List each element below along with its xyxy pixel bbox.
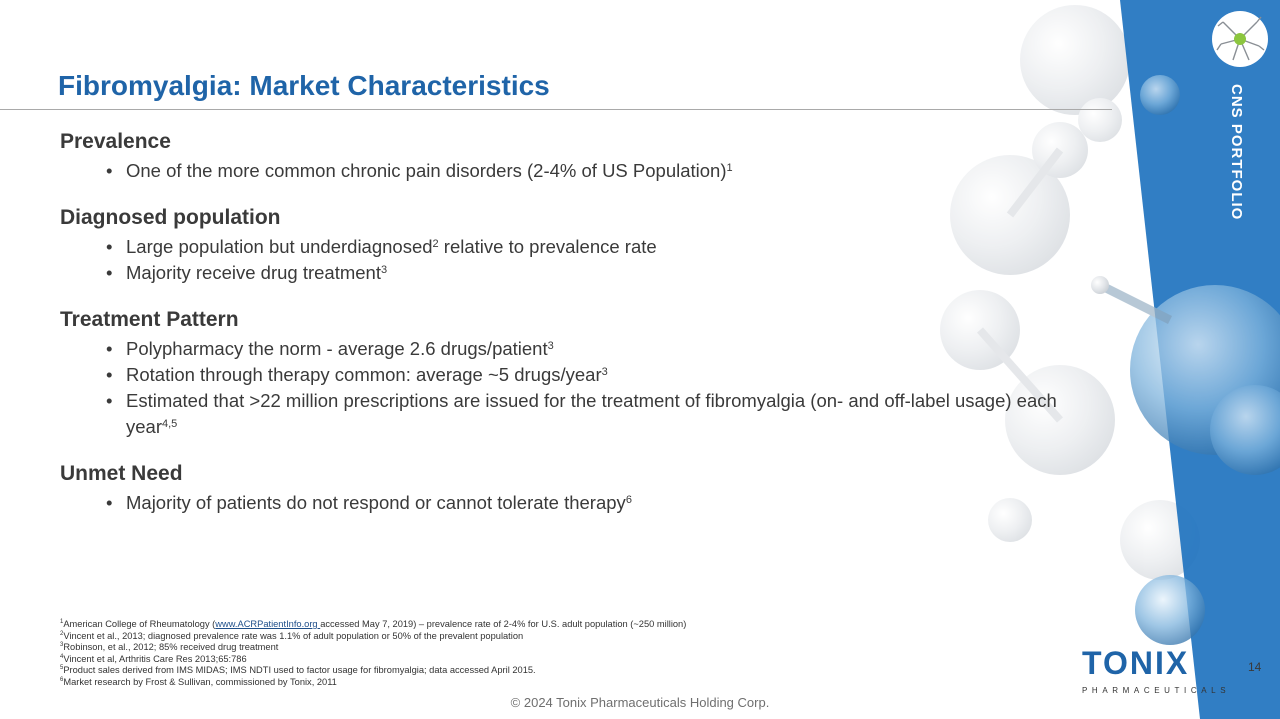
bullet-item: • One of the more common chronic pain disorders (2-4% of US Population)$^1$ bbox=[106, 160, 733, 181]
bullet-item: • Majority of patients do not respond or cannot tolerate therapy$^6$ bbox=[106, 492, 632, 513]
reference-sup: 1 bbox=[726, 162, 733, 174]
section-heading: Diagnosed population bbox=[60, 206, 281, 229]
reference-sup: 3 bbox=[547, 340, 554, 352]
footnotes bbox=[60, 619, 686, 689]
footnote bbox=[60, 677, 686, 689]
footnote bbox=[60, 619, 686, 631]
neuron-icon bbox=[1211, 10, 1269, 68]
footnote-link[interactable]: www.ACRPatientInfo.org bbox=[215, 619, 321, 629]
reference-sup: 3 bbox=[601, 366, 608, 378]
slide-content bbox=[60, 130, 1100, 538]
footnote-text: accessed May 7, 2019) – prevalence rate of 2-4% for U.S. adult population (~250 million) bbox=[320, 619, 687, 629]
footnote-number: 6 bbox=[60, 676, 64, 683]
reference-sup: 6 bbox=[625, 494, 632, 506]
reference-sup: 2 bbox=[432, 238, 439, 250]
bullet-text: One of the more common chronic pain disorders (2-4% of US Population) bbox=[126, 160, 727, 181]
title-divider bbox=[0, 109, 1112, 110]
bullet-text: Rotation through therapy common: average ~5 drugs/year bbox=[126, 364, 602, 385]
section-heading: Treatment Pattern bbox=[60, 308, 239, 331]
section-heading: Unmet Need bbox=[60, 462, 183, 485]
section-prevalence bbox=[60, 130, 1100, 184]
footnote-text: American College of Rheumatology ( bbox=[63, 619, 216, 629]
copyright: © 2024 Tonix Pharmaceuticals Holding Corp. bbox=[510, 695, 770, 710]
footnote-text: Product sales derived from IMS MIDAS; IMS NDTI used to factor usage for fibromyalgia; data accessed April 2015. bbox=[63, 665, 536, 676]
section-unmet-need bbox=[60, 462, 1100, 516]
footnote-text: Vincent et al., 2013; diagnosed prevalence rate was 1.1% of adult population or 50% of the prevalent population bbox=[63, 630, 524, 641]
bullet-text: Large population but underdiagnosed bbox=[126, 236, 433, 257]
footnote-text: Robinson, et al., 2012; 85% received drug treatment bbox=[63, 642, 279, 653]
bullet-text: Estimated that >22 million prescriptions are issued for the treatment of fibromyalgia (on- and off-label usage) each year bbox=[126, 390, 1057, 437]
tonix-logo bbox=[1082, 645, 1231, 696]
bullet-text: Polypharmacy the norm - average 2.6 drugs/patient bbox=[126, 338, 548, 359]
bullet-item: • Polypharmacy the norm - average 2.6 drugs/patient$^3$ bbox=[106, 338, 554, 359]
bullet-text: Majority of patients do not respond or cannot tolerate therapy bbox=[126, 492, 626, 513]
bullet-text: Majority receive drug treatment bbox=[126, 262, 381, 283]
section-heading: Prevalence bbox=[60, 130, 171, 153]
footnote-number: 2 bbox=[60, 630, 64, 637]
footnote bbox=[60, 665, 686, 677]
footnote bbox=[60, 642, 686, 654]
footnote-number: 3 bbox=[60, 642, 64, 649]
footnote-text: Vincent et al, Arthritis Care Res 2013;65:786 bbox=[63, 653, 247, 664]
footnote-number: 5 bbox=[60, 665, 64, 672]
reference-sup: 3 bbox=[381, 264, 388, 276]
bullet-item: • Large population but underdiagnosed$^2$ relative to prevalence rate bbox=[106, 236, 657, 257]
footnote bbox=[60, 654, 686, 666]
section-diagnosed-population bbox=[60, 206, 1100, 286]
bullet-item: • Estimated that >22 million prescriptions are issued for the treatment of fibromyalgia (on- and off-label usage) each year$^{4,5}$ bbox=[106, 390, 1057, 437]
bullet-item: • Majority receive drug treatment$^3$ bbox=[106, 262, 388, 283]
section-treatment-pattern bbox=[60, 308, 1100, 440]
footnote bbox=[60, 631, 686, 643]
logo-wordmark: TONIX bbox=[1082, 645, 1190, 681]
footnote-number: 4 bbox=[60, 653, 64, 660]
logo-tagline: PHARMACEUTICALS bbox=[1082, 686, 1231, 695]
slide-title: Fibromyalgia: Market Characteristics bbox=[58, 70, 550, 101]
side-label bbox=[1228, 84, 1252, 264]
footnote-text: Market research by Frost & Sullivan, commissioned by Tonix, 2011 bbox=[63, 676, 337, 687]
footnote-number: 1 bbox=[60, 619, 64, 625]
page-number: 14 bbox=[1248, 660, 1262, 674]
bullet-item: • Rotation through therapy common: average ~5 drugs/year$^3$ bbox=[106, 364, 608, 385]
reference-sup: 4,5 bbox=[162, 418, 178, 430]
side-label-text: CNS PORTFOLIO bbox=[1228, 84, 1245, 221]
bullet-text-after: relative to prevalence rate bbox=[438, 236, 657, 257]
